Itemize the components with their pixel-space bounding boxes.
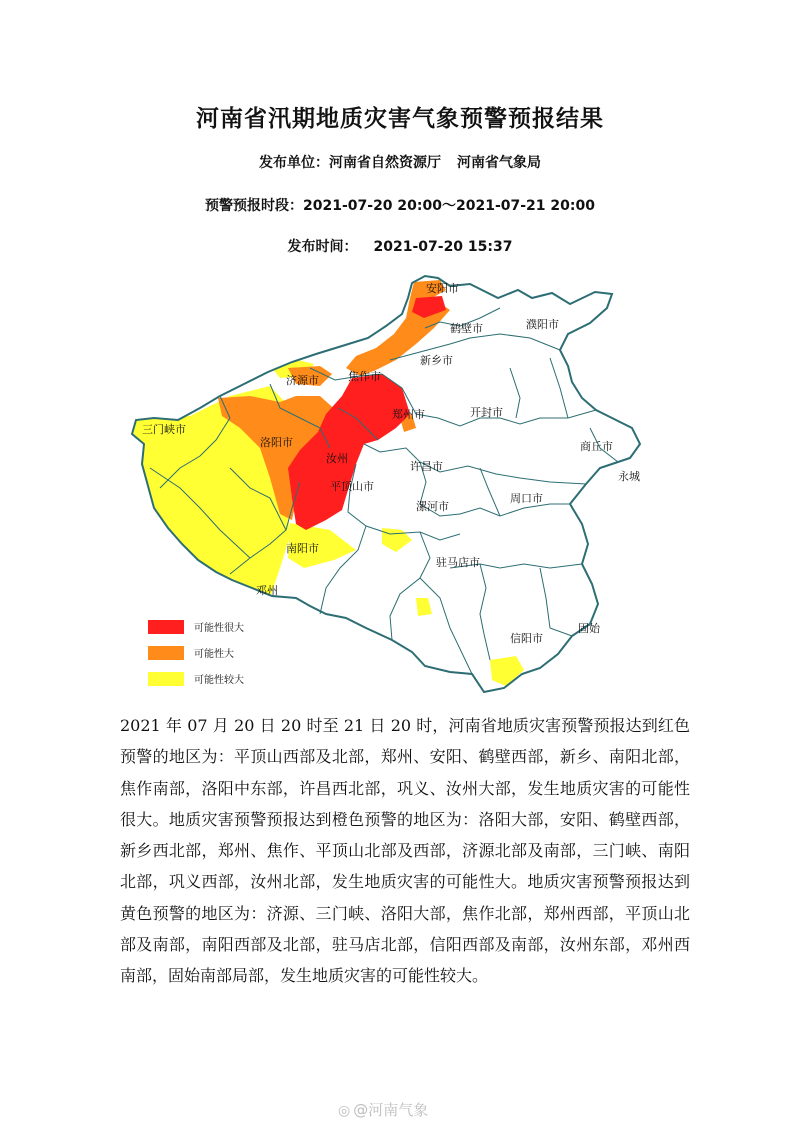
legend-label-very-high: 可能性很大 <box>194 623 244 634</box>
city-hebi: 鹤壁市 <box>450 322 483 335</box>
legend-label-relatively-high: 可能性较大 <box>194 675 244 686</box>
city-luohe: 漯河市 <box>416 500 449 513</box>
city-jiyuan: 济源市 <box>286 374 319 387</box>
henan-map-svg <box>120 268 680 698</box>
city-zhengzhou: 郑州市 <box>392 408 425 421</box>
watermark <box>338 1099 428 1120</box>
legend-swatch-relatively-high <box>148 672 184 686</box>
issuer-label: 发布单位： <box>259 155 329 171</box>
weibo-icon: ◎ <box>338 1103 351 1119</box>
page-title: 河南省汛期地质灾害气象预警预报结果 <box>196 106 604 132</box>
city-gushi: 固始 <box>578 622 600 635</box>
issued-value: 2021-07-20 15:37 <box>373 239 513 255</box>
city-anyang: 安阳市 <box>426 282 459 295</box>
city-dengzhou: 邓州 <box>256 584 278 597</box>
issuer-2: 河南省气象局 <box>457 155 541 171</box>
city-sanmenxia: 三门峡市 <box>142 423 186 436</box>
city-kaifeng: 开封市 <box>470 406 503 419</box>
issuer-1: 河南省自然资源厅 <box>329 155 441 171</box>
city-yongcheng: 永城 <box>618 470 640 483</box>
city-pingdingshan: 平顶山市 <box>330 480 374 493</box>
watermark-text: @河南气象 <box>353 1101 429 1119</box>
city-jiaozuo: 焦作市 <box>348 370 381 383</box>
period-line <box>0 195 800 215</box>
period-value: 2021-07-20 20:00～2021-07-21 20:00 <box>303 198 595 214</box>
issuer-line <box>0 152 800 172</box>
issued-label: 发布时间： <box>287 239 358 255</box>
city-nanyang: 南阳市 <box>286 542 319 555</box>
legend-swatch-high <box>148 646 184 660</box>
warning-description: 2021 年 07 月 20 日 20 时至 21 日 20 时，河南省地质灾害预警预报达到红色预警的地区为：平顶山西部及北部，郑州、安阳、鹤壁西部，新乡、南阳北部，焦作南部，洛阳中东部，许昌西北部，巩义、汝州大部，发生地质灾害的可能性很大。地质灾害预警预报达到橙色预警的地区为：洛阳大部，安阳、鹤壁西部，新乡西北部，郑州、焦作、平顶山北部及西部，济源北部及南部，三门峡、南阳北部，巩义西部，汝州北部，发生地质灾害的可能性大。地质灾害预警预报达到黄色预警的地区为：济源、三门峡、洛阳大部，焦作北部，郑州西部，平顶山北部及南部，南阳西部及北部，驻马店北部，信阳西部及南部，汝州东部，邓州西南部，固始南部局部，发生地质灾害的可能性较大。 <box>120 716 690 986</box>
period-label: 预警预报时段： <box>205 198 303 214</box>
map-legend <box>148 620 244 686</box>
city-shangqiu: 商丘市 <box>580 440 613 453</box>
issued-line <box>0 236 800 256</box>
city-ruzhou: 汝州 <box>326 452 348 465</box>
city-zhoukou: 周口市 <box>510 492 543 505</box>
warning-map <box>120 268 680 698</box>
city-zhumadian: 驻马店市 <box>436 556 480 569</box>
city-luoyang: 洛阳市 <box>260 436 293 449</box>
legend-swatch-very-high <box>148 620 184 634</box>
city-puyang: 濮阳市 <box>526 318 559 331</box>
city-xinxiang: 新乡市 <box>420 354 453 367</box>
legend-label-high: 可能性大 <box>194 649 234 660</box>
city-xinyang: 信阳市 <box>510 632 543 645</box>
city-xuchang: 许昌市 <box>410 460 443 473</box>
